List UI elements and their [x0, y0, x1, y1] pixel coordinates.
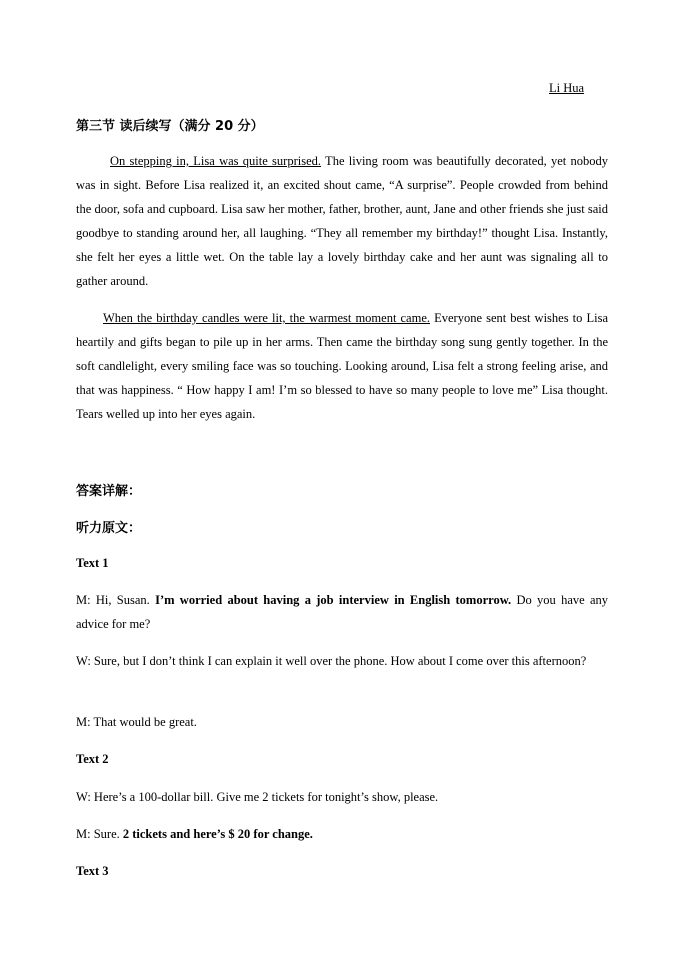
speaker-line-end: Do you have any advice for me?	[76, 593, 609, 631]
text-1-w1: W: Sure, but I don’t think I can explain it well over the phone. How about I come over this afternoon?	[76, 654, 587, 668]
signature: Li Hua	[549, 81, 585, 95]
paragraph-2-body: Everyone sent best wishes to Lisa heartily and gifts began to pile up in her arms. Then came the birthday song sung gently together. In the soft candlelight, every smiling face was so touching. Looking around, Lisa felt a strong feeling arise, and that was happiness. “ How happy I am! I’m so blessed to have so many people to love me” Lisa thought. Tears welled up into her eyes again.	[76, 311, 608, 421]
text-3-title: Text 3	[76, 864, 109, 878]
speaker-line: M: Sure.	[76, 827, 123, 841]
text-2-title: Text 2	[76, 752, 109, 766]
key-sentence: 2 tickets and here’s $ 20 for change.	[122, 827, 313, 841]
continuation-paragraph-2	[76, 306, 608, 426]
paragraph-2-opening: When the birthday candles were lit, the warmest moment came.	[103, 311, 430, 325]
text-1-title: Text 1	[76, 556, 109, 570]
paragraph-1-body: The living room was beautifully decorated, yet nobody was in sight. Before Lisa realized it, an excited shout came, “A surprise”. People crowded from behind the door, sofa and cupboard. Lisa saw her mother, father, brother, aunt, Jane and other friends she just said goodbye to standing around her, all laughing. “They all remember my birthday!” thought Lisa. Instantly, she felt her eyes a little wet. On the table lay a lovely birthday cake and her aunt was signaling all to gather around.	[76, 154, 609, 288]
key-sentence: I’m worried about having a job interview in English tomorrow.	[155, 593, 512, 607]
speaker-line: M: Hi, Susan.	[76, 593, 156, 607]
listening-heading: 听力原文：	[76, 521, 142, 536]
text-2-w1: W: Here’s a 100-dollar bill. Give me 2 tickets for tonight’s show, please.	[76, 790, 439, 804]
answer-heading: 答案详解：	[76, 484, 142, 499]
section-title: 第三节 读后续写（满分 20 分）	[76, 119, 264, 134]
text-2-m1	[76, 822, 608, 846]
text-1-m2: M: That would be great.	[76, 715, 197, 729]
continuation-paragraph-1	[76, 149, 608, 293]
paragraph-1-opening: On stepping in, Lisa was quite surprised.	[110, 154, 322, 168]
text-1-m1	[76, 588, 608, 636]
